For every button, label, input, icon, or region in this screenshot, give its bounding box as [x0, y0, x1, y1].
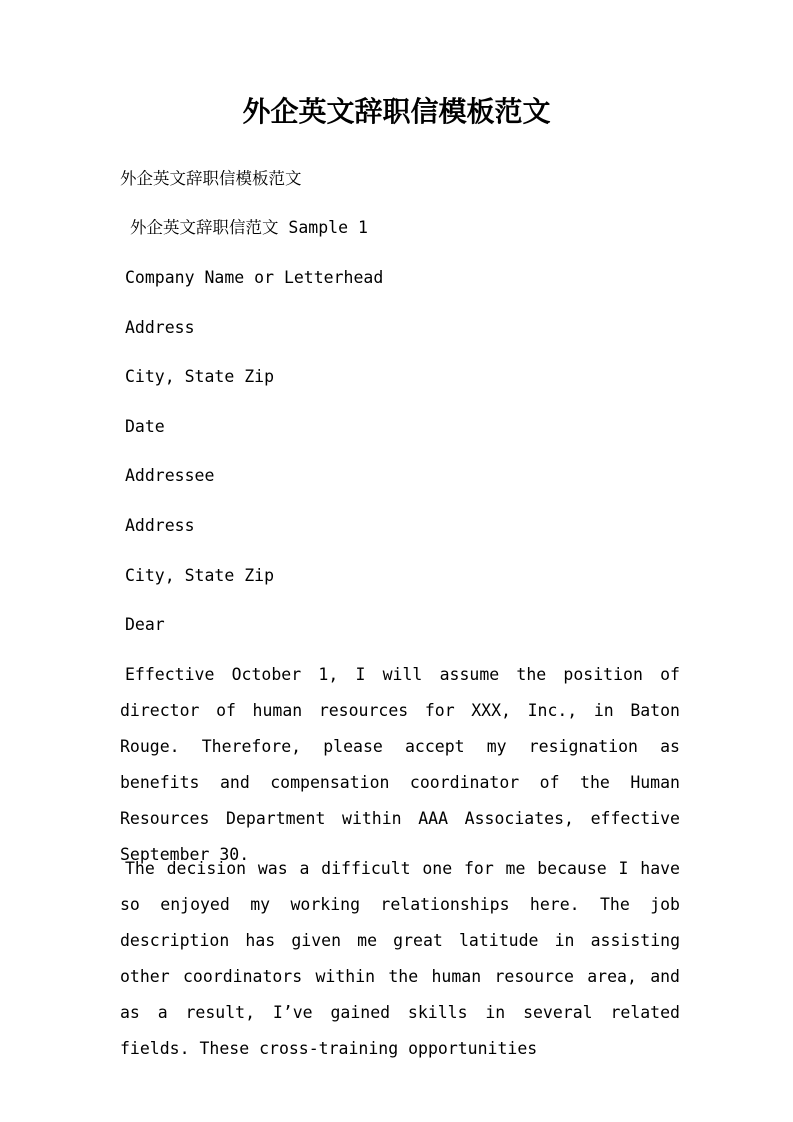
body-paragraph-1: Effective October 1, I will assume the position of director of human resources for XXX, Inc., in Baton Rouge. Therefore, please accept my resignation as benefits and compensation coordinator of the Human Resources Department within AAA Associates, effective September 30. [120, 665, 680, 864]
recipient-address: Address [125, 516, 195, 535]
body-paragraph-2: The decision was a difficult one for me because I have so enjoyed my working relationships here. The job description has given me great latitude in assisting other coordinators within the human resource area, and as a result, I’ve gained skills in several related fields. These cross-training opportunities [120, 859, 680, 1058]
sender-address: Address [125, 318, 195, 337]
page-title: 外企英文辞职信模板范文 [242, 95, 551, 128]
sample-heading: 外企英文辞职信范文 Sample 1 [130, 218, 368, 237]
document-subtitle: 外企英文辞职信模板范文 [120, 169, 302, 188]
salutation: Dear [125, 615, 165, 634]
sender-city-state-zip: City, State Zip [125, 367, 275, 386]
sender-company: Company Name or Letterhead [125, 268, 384, 287]
letter-date: Date [125, 417, 165, 436]
recipient-city-state-zip: City, State Zip [125, 566, 275, 585]
recipient-addressee: Addressee [125, 466, 215, 485]
